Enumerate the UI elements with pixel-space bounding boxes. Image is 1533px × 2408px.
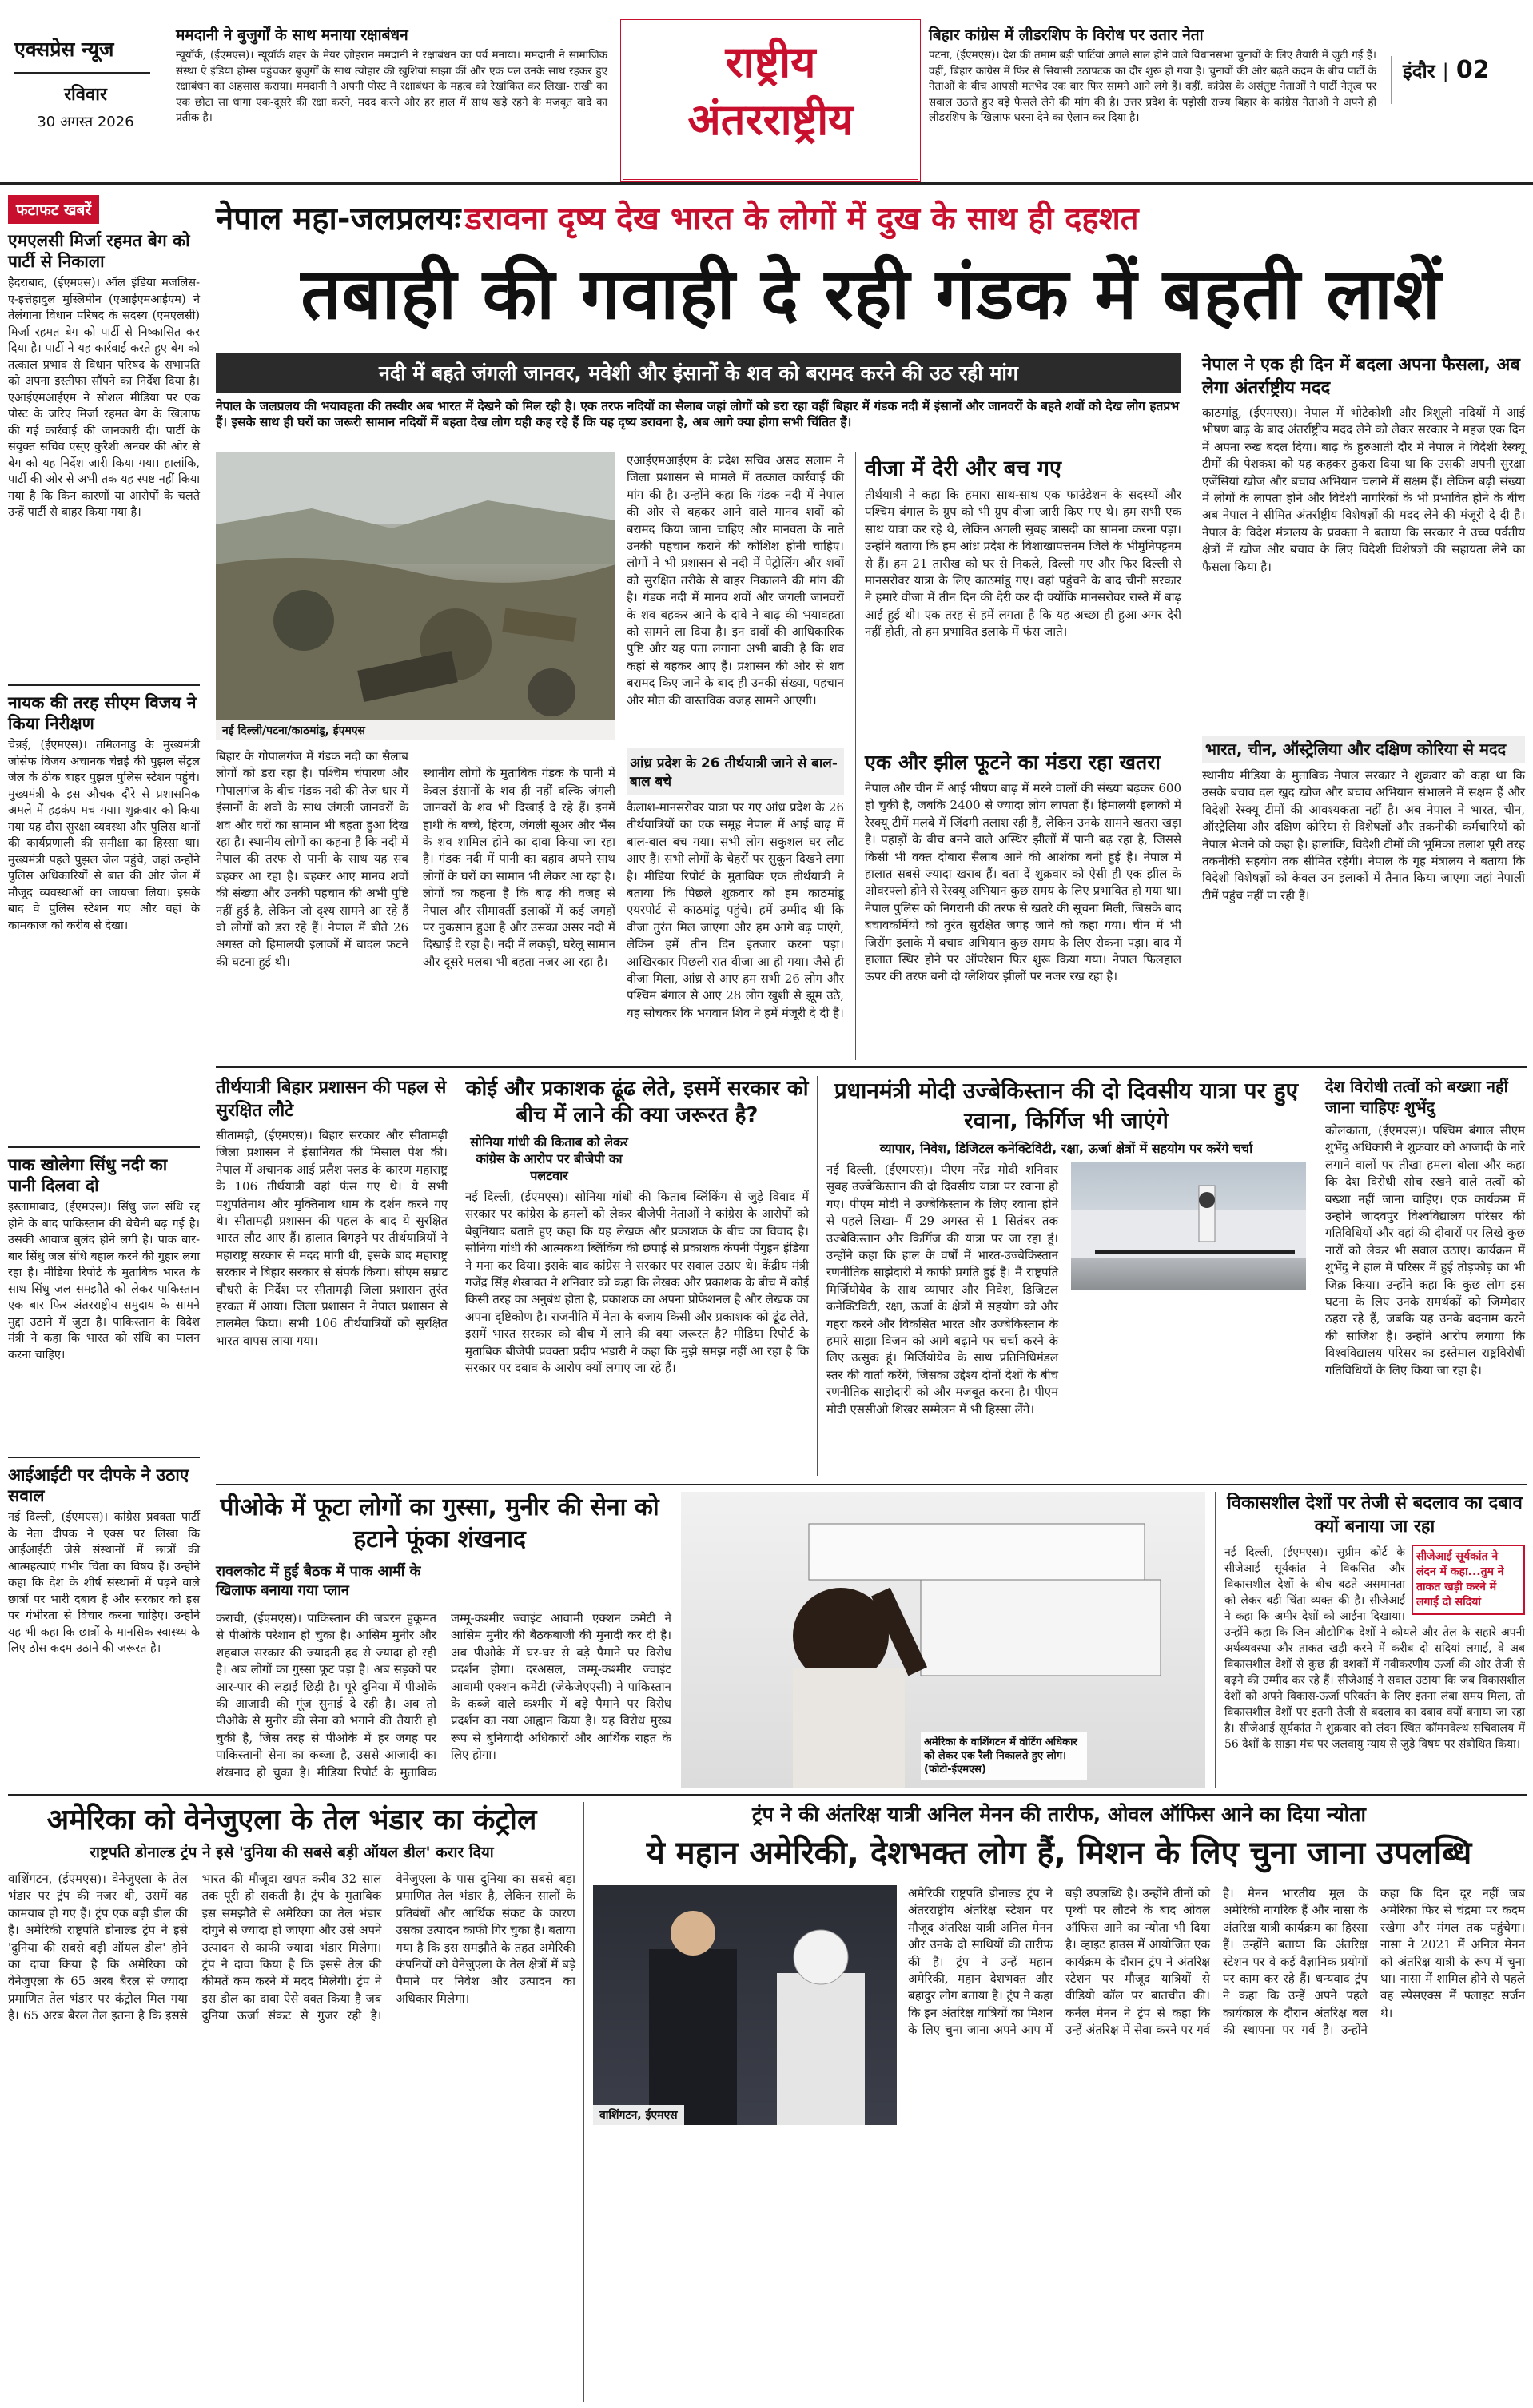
lead-intro-box [216, 398, 1181, 446]
left-rail-story-4 [8, 1465, 204, 1784]
lead-sub3-body: तीर्थयात्री ने कहा कि हमारा साथ-साथ एक फाउंडेशन के सदस्यों और पश्चिम बंगाल के ग्रुप को भी ग्रुप वीजा जारी किए गए थे। हम सभी एक साथ यात्रा कर रहे थे, लेकिन अगली सुबह त्रासदी का सामना करना पड़ा। उन्होंने बताया कि हम आंध्र प्रदेश के विशाखापत्तनम जिले के भीमुनिपट्टनम से हैं। हम 21 तारीख को घर से निकले, दिल्ली गए और फिर दिल्ली से मानसरोवर यात्रा के लिए काठमांडू गए। वहां पहुंचने के बाद चीनी सरकार ने हमारे वीजा में तीन दिन की देरी कर दी क्योंकि मानसरोवर रास्ते में बाढ़ आई हुई थी। एक तरह से हमें लगता है कि यह अच्छा ही हुआ अगर देरी नहीं होती, तो हम प्रभावित इलाके में फंस जाते। [865, 488, 1185, 640]
row4-story-1-body: वाशिंगटन, (ईएमएस)। वेनेजुएला के तेल भंडार पर ट्रंप की नजर थी, उसमें वह कामयाब हो गए हैं। ट्रंप एक बड़ी डील की है। अमेरिकी राष्ट्रपति डोनाल्ड ट्रंप ने इसे 'दुनिया की सबसे बड़ी ऑयल डील' होने का दावा किया है कि अमेरिका को वेनेजुएला के 65 अरब बैरल से ज्यादा प्रमाणित तेल भंडार पर कंट्रोल मिल गया है। 65 अरब बैरल तेल इतना है कि इससे भारत की मौजूदा खपत करीब 32 साल तक पूरी हो सकती है। ट्रंप के मुताबिक इस समझौते से अमेरिका का तेल भंडार दोगुने से ज्यादा हो जाएगा और उसे अपने उत्पादन से काफी ज्यादा भंडार मिलेगा। ट्रंप ने दावा किया है कि इससे तेल की कीमतें कम करने में मदद मिलेगी। ट्रंप ने इस डील का दावा ऐसे वक्त किया है जब दुनिया ऊर्जा संकट से गुजर रही है। वेनेजुएला के पास दुनिया का सबसे बड़ा प्रमाणित तेल भंडार है, लेकिन सालों के प्रतिबंधों और आर्थिक संकट के कारण उसका उत्पादन काफी गिर चुका है। बताया गया है कि इस समझौते के तहत अमेरिकी कंपनियों को वेनेजुएला के तेल क्षेत्रों में बड़े पैमाने पर निवेश और उत्पादन का अधिकार मिलेगा। [8, 1872, 579, 2023]
row3-story-2-pullquote: सीजेआई सूर्यकांत ने लंदन में कहा...तुम ने ताकत खड़ी करने में लगाईं दो सदियां [1412, 1545, 1525, 1615]
lead-body-b-part: एआईएमआईएम के प्रदेश सचिव असद सलाम ने जिला प्रशासन से मामले में तत्काल कार्रवाई की मांग की है। उन्होंने कहा कि गंडक नदी में नेपाल की ओर से बहकर आने वाले मानव शवों को बरामद किया जाना चाहिए और मानवता के नाते उनकी पहचान कराने की कोशिश होनी चाहिए। लोगों ने भी प्रशासन से नदी में पेट्रोलिंग और शवों को सुरक्षित तरीके से बाहर निकालने की मांग की है। गंडक नदी में मानव शवों और जंगली जानवरों के शव बहकर आने के दावे ने बाढ़ की भयावहता को सामने ला दिया है। इन दावों की आधिकारिक पुष्टि और यह पता लगाना अभी बाकी है कि शव कहां से बहकर आए हैं। प्रशासन की ओर से शव बरामद किए जाने के बाद ही उनकी संख्या, पहचान और मौत की वास्तविक वजह सामने आएगी। [627, 453, 848, 708]
top-left-story [176, 24, 611, 176]
masthead-left-box [14, 30, 157, 158]
row3-story-1 [216, 1492, 1205, 1788]
row2-story-3-body: नई दिल्ली, (ईएमएस)। पीएम नरेंद्र मोदी शनिवार सुबह उज्बेकिस्तान की दो दिवसीय यात्रा पर रवाना हो गए। पीएम मोदी ने उज्बेकिस्तान के लिए रवाना होने से पहले लिखा- मैं 29 अगस्त से 1 सितंबर तक उज्बेकिस्तान और किर्गिज की यात्रा पर जा रहा हूं। उन्होंने कहा कि हाल के वर्षों में भारत-उज्बेकिस्तान रणनीतिक साझेदारी में काफी प्रगति हुई है। मैं राष्ट्रपति मिर्जियोयेव के साथ व्यापार और निवेश, डिजिटल कनेक्टिविटी, रक्षा, ऊर्जा के क्षेत्रों में सहयोग को और गहरा करने और विकसित भारत और उज्बेकिस्तान के हमारे साझा विजन को आगे बढ़ाने पर चर्चा करने के लिए उत्सुक हूं। मिर्जियोयेव के साथ प्रतिनिधिमंडल स्तर की वार्ता करेंगे, जिसका उद्देश्य दोनों देशों के बीच रणनीतिक साझेदारी को और मजबूत करना है। पीएम मोदी एससीओ शिखर सम्मेलन में भी हिस्सा लेंगे। [826, 1162, 1062, 1417]
row4-rule [8, 1794, 1527, 1796]
left-rail-story-3-body: इस्लामाबाद, (ईएमएस)। सिंधु जल संधि रद्द होने के बाद पाकिस्तान की बेचैनी बढ़ गई है। उसकी आवाज बुलंद होने लगी है। पाक बार-बार सिंधु जल संधि बहाल करने की गुहार लगा रहा है। मीडिया रिपोर्ट के मुताबिक भारत के साथ सिंधु जल समझौते को लेकर पाकिस्तान एक बार फिर अंतरराष्ट्रीय समुदाय के सामने मुद्दा उठाने में जुटा है। पाकिस्तान के विदेश मंत्री ने कहा कि भारत को संधि का पालन करना चाहिए। [8, 1201, 204, 1361]
row3-divider [1215, 1492, 1216, 1788]
lead-headline-box [216, 249, 1527, 345]
left-rail-story-1-body: हैदराबाद, (ईएमएस)। ऑल इंडिया मजलिस-ए-इत्तेहादुल मुस्लिमीन (एआईएमआईएम) ने तेलंगाना विधान परिषद के सदस्य (एमएलसी) मिर्जा रहमत बेग को पार्टी से निष्कासित कर दिया है। पार्टी ने यह कार्रवाई करते हुए बेग को तत्काल प्रभाव से विधान परिषद के सभापति को अपना इस्तीफा सौंपने का निर्देश दिया है। एआईएमआईएम ने सोशल मीडिया पर एक पोस्ट के जरिए मिर्जा रहमत बेग के खिलाफ की गई कार्रवाई की जानकारी दी। पार्टी के संयुक्त सचिव एस्ए कुरैशी अनवर की ओर से बेग को यह निर्देश जारी किया गया। हालांकि, पार्टी की ओर से अभी तक यह स्पष्ट नहीं किया गया है कि किन कारणों या आरोपों के चलते उन्हें पार्टी से बाहर किया गया है। [8, 277, 204, 519]
row3-rule [216, 1484, 1527, 1485]
lead-sub2-body: कैलाश-मानसरोवर यात्रा पर गए आंध्र प्रदेश के 26 तीर्थयात्रियों का एक समूह नेपाल में आई बाढ़ में बाल-बाल बच गया। सभी लोग सकुशल घर लौट आए हैं। सभी लोगों के चेहरों पर सुकून दिखने लगा है। मीडिया रिपोर्ट के मुताबिक एक तीर्थयात्री ने बताया कि पिछले शुक्रवार को हम काठमांडू एयरपोर्ट से काठमांडू पहुंचे। हमें उम्मीद थी कि वीजा तुरंत मिल जाएगा और हम आगे बढ़ पाएंगे, लेकिन हमें तीन दिन इंतजार करना पड़ा। आखिरकार पिछली रात वीजा आ ही गया। जैसे ही वीजा मिला, आंध्र से आए हम सभी 26 लोग और पश्चिम बंगाल से आए 28 लोग खुशी से झूम उठे, यह सोचकर कि भगवान शिव ने हमें मंजूरी दे दी है। [627, 800, 848, 1020]
row2-rule [216, 1066, 1527, 1068]
lead-sub3-headline: वीजा में देरी और बच गए [865, 456, 1061, 481]
left-rail-story-3 [8, 1154, 204, 1450]
row2-story-2-strap: सोनिया गांधी की किताब को लेकर कांग्रेस के आरोप पर बीजेपी का पलटवार [470, 1134, 628, 1183]
lead-body-a: बिहार के गोपालगंज में गंडक नदी का सैलाब लोगों को डरा रहा है। पश्चिम चंपारण और गोपालगंज के बीच गंडक नदी की तेज धार में इंसानों के शवों के साथ जंगली जानवरों के शव और घरों का सामान भी बहता हुआ दिख रहा है। स्थानीय लोगों का कहना है कि नदी में नेपाल की तरफ से पानी के साथ यह सब बहकर आ रहा है। बहकर आए मानव शवों की संख्या और उनकी पहचान की अभी पुष्टि नहीं हुई है, लेकिन जो दृश्य सामने आ रहे हैं वो लोगों को डरा रहे हैं। नेपाल में बीते 26 अगस्त को हिमालयी इलाकों में बादल फटने की घटना हुई थी। स्थानीय लोगों के मुताबिक गंडक के पानी में केवल इंसानों के शव ही नहीं बल्कि जंगली जानवरों के शव भी दिखाई दे रहे हैं। इनमें हाथी के बच्चे, हिरण, जंगली सूअर और भैंस के शव शामिल होने का दावा किया जा रहा है। गंडक नदी में पानी का बहाव अपने साथ लोगों के घरों का सामान भी लेकर आ रहा है। लोगों का कहना है कि बाढ़ की वजह से नेपाल और सीमावर्ती इलाकों में कई जगहों पर नुकसान हुआ है और उसका असर नदी में दिखाई दे रहा है। नदी में लकड़ी, घरेलू सामान और दूसरे मलबा भी बहता नजर आ रहा है। [216, 749, 616, 969]
row2-story-1-body: सीतामढ़ी, (ईएमएस)। बिहार सरकार और सीतामढ़ी जिला प्रशासन ने इंसानियत की मिसाल पेश की। नेपाल में अचानक आई प्रलैश फ्लड के कारण महाराष्ट्र के 106 तीर्थयात्री वहां फंस गए थे। ये सभी पशुपतिनाथ और मुक्तिनाथ धाम के दर्शन करने गए थे। सीतामढ़ी प्रशासन की पहल के बाद ये सुरक्षित भारत लौट आए हैं। हालात बिगड़ने पर तीर्थयात्रियों ने महाराष्ट्र सरकार से मदद मांगी थी, इसके बाद महाराष्ट्र सरकार ने बिहार सरकार से संपर्क किया। सीएम सम्राट चौधरी के निर्देश पर सीतामढ़ी जिला प्रशासन तुरंत हरकत में आया। जिला प्रशासन ने नेपाल प्रशासन से तालमेल किया। सभी 106 तीर्थयात्रियों को सुरक्षित भारत वापस लाया गया। [216, 1128, 452, 1348]
right-col-body: काठमांडू, (ईएमएस)। नेपाल में भोटेकोशी और त्रिशूली नदियों में आई भीषण बाढ़ के बाद अंतर्राष्ट्रीय मदद लेने को लेकर सरकार ने महज एक दिन में अपना रुख बदल दिया। बाढ़ के हुरुआती दौर में नेपाल ने विदेशी रेस्क्यू टीमों की पेशकश को यह कहकर ठुकरा दिया था कि उसकी अपनी सुरक्षा एजेंसियां खोज और बचाव अभियान चलाने में सक्षम हैं। लेकिन बढ़ी संख्या में लोगों के लापता होने और विदेशी नागरिकों के भी प्रभावित होने के बीच अब नेपाल ने सीमित अंतर्राष्ट्रीय विशेषज्ञों की मदद लेने की मंजूरी दे दी है। नेपाल के विदेश मंत्रालय के प्रवक्ता ने बताया कि सरकार ने उच्च पर्वतीय क्षेत्रों में खोज और बचाव के लिए विदेशी विशेषज्ञों की सहायता लेने का फैसला किया है। [1202, 405, 1529, 574]
top-left-headline: ममदानी ने बुजुर्गों के साथ मनाया रक्षाबंधन [176, 26, 408, 44]
row2-story-2-headline: कोई और प्रकाशक ढूंढ लेते, इसमें सरकार को बीच में लाने की क्या जरूरत है? [465, 1077, 809, 1127]
page-number: 02 [1455, 56, 1490, 84]
left-rail-story-2-body: चेन्नई, (ईएमएस)। तमिलनाडु के मुख्यमंत्री जोसेफ विजय अचानक चेन्नई की पुझल सेंट्रल जेल के ठीक बाहर पुझल पुलिस स्टेशन पहुंचे। मुख्यमंत्री के इस औचक दौरे से प्रशासनिक अमले में हड़कंप मच गया। शुक्रवार को किया गया यह दौरा सुरक्षा व्यवस्था और पुलिस थानों की कार्यप्रणाली की समीक्षा का हिस्सा था। मुख्यमंत्री पहले पुझल जेल पहुंचे, जहां उन्होंने पुलिस अधिकारियों से बात की और जेल में मौजूद व्यवस्थाओं का जायजा लिया। इसके बाद वे पुलिस स्टेशन गए और वहां के कामकाज को करीब से देखा। [8, 739, 204, 932]
row2-story-3 [826, 1076, 1306, 1476]
top-right-story [929, 24, 1380, 176]
paper-name: एक्सप्रेस न्यूज [14, 38, 114, 61]
row2-story-1 [216, 1076, 452, 1476]
left-rail [8, 195, 204, 1778]
right-col-sub [1202, 736, 1529, 1060]
section-title-line1: राष्ट्रीय [725, 37, 816, 87]
lead-sub2-headline: आंध्र प्रदेश के 26 तीर्थयात्री जाने से बाल-बाल बचे [627, 748, 844, 795]
masthead-date: 30 अगस्त 2026 [37, 114, 134, 130]
astronaut-photo [593, 1885, 897, 2125]
row3-story-1-body: कराची, (ईएमएस)। पाकिस्तान की जबरन हुकूमत से पीओके परेशान हो चुका है। आसिम मुनीर और शहबाज सरकार की ज्यादती हद से ज्यादा हो रही है। अब लोगों का गुस्सा फूट पड़ा है। अब सड़कों पर आर-पार की लड़ाई छिड़ी है। पूरे दुनिया में पीओके की आजादी की गूंज सुनाई दे रही है। अब तो पीओके से मुनीर की सेना को भगाने की तैयारी हो चुकी है, जिस तरह से पीओके में हर जगह पर पाकिस्तानी सेना का कब्जा है, उससे आजादी का शंखनाद हो चुका है। मीडिया रिपोर्ट के मुताबिक जम्मू-कश्मीर ज्वाइंट आवामी एक्शन कमेटी ने आसिम मुनीर की बैठकबाजी की मुनादी कर दी है। अब पीओके में घर-घर से बड़े पैमाने पर विरोध प्रदर्शन होगा। दरअसल, जम्मू-कश्मीर ज्वाइंट आवामी एक्शन कमेटी (जेकेजेएएसी) ने पाकिस्तान के कब्जे वाले कश्मीर में बड़े पैमाने पर विरोध प्रदर्शन का नया आह्वान किया है। यह विरोध मुख्य रूप से बुनियादी अधिकारों और आर्थिक राहत के लिए होगा। [216, 1611, 675, 1780]
lead-headline: तबाही की गवाही दे रही गंडक में बहती लाशें [301, 253, 1442, 335]
rally-photo [681, 1492, 1205, 1788]
city-name: इंदौर [1403, 60, 1435, 82]
row4-story-2-body: अमेरिकी राष्ट्रपति डोनाल्ड ट्रंप ने अंतरराष्ट्रीय अंतरिक्ष स्टेशन पर मौजूद अंतरिक्ष यात्री अनिल मेनन और उनके दो साथियों की तारीफ की है। ट्रंप ने उन्हें महान अमेरिकी, महान देशभक्त और बहादुर लोग बताया है। ट्रंप ने कहा कि इन अंतरिक्ष यात्रियों का मिशन के लिए चुना जाना अपने आप में बड़ी उपलब्धि है। उन्होंने तीनों को पृथ्वी पर लौटने के बाद ओवल ऑफिस आने का न्योता भी दिया है। व्हाइट हाउस में आयोजित एक कार्यक्रम के दौरान ट्रंप ने अंतरिक्ष स्टेशन पर मौजूद यात्रियों से वीडियो कॉल पर बातचीत की। कर्नल मेनन ने ट्रंप से कहा कि उन्हें अंतरिक्ष में सेवा करने पर गर्व है। मेनन भारतीय मूल के अमेरिकी नागरिक हैं और नासा के अंतरिक्ष यात्री कार्यक्रम का हिस्सा हैं। उन्होंने बताया कि अंतरिक्ष स्टेशन पर वे कई वैज्ञानिक प्रयोगों पर काम कर रहे हैं। धन्यवाद ट्रंप ने कहा कि उन्हें अपने पहले कार्यकाल के दौरान अंतरिक्ष बल की स्थापना पर गर्व है। उन्होंने कहा कि दिन दूर नहीं जब अमेरिका फिर से चंद्रमा पर कदम रखेगा और मंगल तक पहुंचेगा। नासा ने 2021 में अनिल मेनन को अंतरिक्ष यात्री के रूप में चुना था। नासा में शामिल होने से पहले वह स्पेसएक्स में फ्लाइट सर्जन थे। [908, 1886, 1529, 2038]
top-left-body: न्यूयॉर्क, (ईएमएस)। न्यूयॉर्क शहर के मेयर ज़ोहरान ममदानी ने रक्षाबंधन का पर्व मनाया। ममदानी ने सामाजिक संस्था ऐ इंडिया होम्स पहुंचकर बुजुर्गों के साथ त्योहार की खुशियां साझा कीं और एक पल उनके साथ रहकर हुए रक्षाबंधन का अहसास कराया। ममदानी ने अपनी पोस्ट में रक्षाबंधन के महत्व को रेखांकित कर लिखा- राखी का एक छोटा सा धागा एक-दूसरे की रक्षा करने, मदद करने और हर हाल में साथ खड़े रहने के मजबूत वादे का प्रतीक है। [176, 49, 611, 124]
row4-story-2 [593, 1802, 1529, 2402]
top-right-headline: बिहार कांग्रेस में लीडरशिप के विरोध पर उतार नेता [929, 26, 1204, 44]
lead-photo-flood [216, 452, 615, 740]
row4-story-1 [8, 1802, 579, 2402]
left-rail-story-2-headline: नायक की तरह सीएम विजय ने किया निरीक्षण [8, 693, 197, 733]
row2-story-1-headline: तीर्थयात्री बिहार प्रशासन की पहल से सुरक्षित लौटे [216, 1078, 447, 1121]
masthead-divider [0, 182, 1533, 185]
rally-photo-caption: अमेरिका के वाशिंगटन में वोटिंग अधिकार को लेकर एक रैली निकालते हुए लोग। (फोटो-ईएमएस) [921, 1732, 1087, 1780]
lead-sub4-headline: एक और झील फूटने का मंडरा रहा खतरा [865, 751, 1161, 774]
lead-col-divider [855, 452, 856, 1060]
lead-strap-bar [216, 353, 1181, 393]
row3-story-2-headline: विकासशील देशों पर तेजी से बदलाव का दबाव क्यों बनाया जा रहा [1227, 1493, 1523, 1537]
lead-kicker [216, 195, 1527, 245]
row2-story-3-content [826, 1162, 1306, 1473]
row2-story-4-body: कोलकाता, (ईएमएस)। पश्चिम बंगाल सीएम शुभेंदु अधिकारी ने शुक्रवार को आजादी के नारे लगाने वालों पर तीखा हमला बोला और कहा कि देश विरोधी सोच रखने वाले तत्वों को बख्शा नहीं जाना चाहिए। एक कार्यक्रम में उन्होंने जादवपुर विश्वविद्यालय परिसर की गतिविधियों और वहां की दीवारों पर लिखे कुछ नारों को लेकर भी सवाल उठाए। कार्यक्रम में शुभेंदु ने हाल में परिसर में हुई तोड़फोड़ का भी जिक्र किया। उन्होंने कहा कि कुछ लोग इस घटना के लिए उनके समर्थकों को जिम्मेदार ठहरा रहे हैं, जबकि यह उनके बदनाम करने की साजिश है। उन्होंने आरोप लगाया कि विश्वविद्यालय परिसर का इस्तेमाल राष्ट्रविरोधी गतिविधियों के लिए किया जा रहा है। [1325, 1123, 1529, 1377]
row2-story-2 [465, 1076, 813, 1476]
left-rail-story-1 [8, 230, 204, 678]
section-title-line2: अंतरराष्ट्रीय [687, 94, 854, 145]
top-right-body: पटना, (ईएमएस)। देश की तमाम बड़ी पार्टियां अगले साल होने वाले विधानसभा चुनावों के लिए तैयारी में जुटी गई हैं। वहीं, बिहार कांग्रेस में फिर से सियासी उठापटक का दौर शुरू हो गया है। चुनावों की ओर बढ़ते कदम के बीच पार्टी के नेताओं के बीच आपसी मतभेद एक बार फिर सामने आने लगे हैं। वहीं, कांग्रेस के असंतुष्ट नेताओं ने पार्टी नेतृत्व पर सवाल उठाते हुए बड़े फैसले लेने की मांग की है। उत्तर प्रदेश के पड़ोसी राज्य बिहार के कांग्रेस नेताओं ने अपने ही लीडरशिप के खिलाफ धरना देने का ऐलान कर दिया है। [929, 49, 1380, 124]
left-rail-story-2 [8, 692, 204, 1140]
right-col-sub-body: स्थानीय मीडिया के मुताबिक नेपाल सरकार ने शुक्रवार को कहा था कि उसके बचाव दल खुद खोज और बचाव अभियान संभालने में सक्षम हैं और विदेशी रेस्क्यू टीमों की आवश्यकता नहीं है। अब नेपाल ने भारत, चीन, ऑस्ट्रेलिया और दक्षिण कोरिया से विशेषज्ञों और तकनीकी कर्मचारियों को नेपाल भेजने को कहा है। हालांकि, विदेशी टीमों की भूमिका तलाश पूरी तरह तकनीकी सहयोग तक सीमित रहेगी। नेपाल के गृह मंत्रालय ने बताया कि विदेशी विशेषज्ञों को केवल उन इलाकों में तैनात किया जाएगा जहां नेपाली टीमें पहुंच नहीं पा रही हैं। [1202, 768, 1529, 903]
masthead-day: रविवार [64, 85, 107, 105]
aircraft-illustration [1071, 1162, 1306, 1290]
lead-strap: नदी में बहते जंगली जानवर, मवेशी और इंसानों के शव को बरामद करने की उठ रही मांग [379, 361, 1018, 385]
row3-story-1-headline: पीओके में फूटा लोगों का गुस्सा, मुनीर की सेना को हटाने फूंका शंखनाद [220, 1493, 659, 1553]
left-rail-story-1-headline: एमएलसी मिर्जा रहमत बेग को पार्टी से निकाला [8, 231, 190, 271]
lead-kicker-red: डरावना दृष्य देख भारत के लोगों में दुख के साथ ही दहशत [464, 201, 1139, 237]
lead-sub4 [865, 748, 1185, 1060]
modi-departure-photo [1071, 1162, 1306, 1290]
lead-sub4-body: नेपाल और चीन में आई भीषण बाढ़ में मरने वालों की संख्या बढ़कर 600 हो चुकी है, जबकि 2400 से ज्यादा लोग लापता हैं। हिमालयी इलाकों में रेस्क्यू टीमें मलबे में जिंदगी तलाश रही हैं, लेकिन उनके सामने खतरा खड़ा है। पहाड़ों के बीच बनने वाले अस्थिर झीलों में पानी बढ़ रहा है, जिससे किसी भी वक्त दोबारा सैलाब आने की आशंका बनी हुई है। नेपाल में हालात सबसे ज्यादा खराब हैं। बता दें शुक्रवार को ऐसी ही एक झील के ओवरफ्लो होने से रेस्क्यू अभियान कुछ समय के लिए प्रभावित हो गया था। नेपाल पुलिस को निगरानी की तरफ से खतरे की सूचना मिली, जिसके बाद बचावकर्मियों को तुरंत सुरक्षित जगह जाने को कहा गया। चीन में भी जिरोंग इलाके में बचाव अभियान कुछ समय के लिए रोकना पड़ा। बाद में हालात स्थिर होने पर ऑपरेशन फिर शुरू किया गया। नेपाल फिलहाल ऊपर की तरफ बनी दो ग्लेशियर झीलों पर नजर रख रहा है। [865, 781, 1185, 984]
flood-scene-illustration [216, 452, 615, 740]
lead-sub2 [627, 748, 848, 1060]
row4-story-1-headline: अमेरिका को वेनेजुएला के तेल भंडार का कंट्रोल [46, 1804, 537, 1836]
left-rail-story-4-headline: आईआईटी पर दीपके ने उठाए सवाल [8, 1465, 189, 1505]
lead-intro: नेपाल के जलप्रलय की भयावहता की तस्वीर अब भारत में देखने को मिल रही है। एक तरफ नदियों का सैलाब जहां लोगों को डरा रहा वहीं बिहार में गंडक नदी में इंसानों और जानवरों के बहते शवों को देख लोग हतप्रभ हैं। इसके साथ ही घरों का जरूरी सामान नदियों में बहता देख लोग यही कह रहे हैं कि यह दृष्य डरावना है, अब आगे क्या होगा सभी चिंतित हैं। [216, 399, 1180, 429]
row2-story-4-headline: देश विरोधी तत्वों को बख्शा नहीं जाना चाहिएः शुभेंदु [1325, 1077, 1508, 1117]
row4-story-1-strap: राष्ट्रपति डोनाल्ड ट्रंप ने इसे 'दुनिया की सबसे बड़ी ऑयल डील' करार दिया [90, 1844, 494, 1861]
row4-story-2-kicker: ट्रंप ने की अंतरिक्ष यात्री अनिल मेनन की तारीफ, ओवल ऑफिस आने का दिया न्योता [752, 1803, 1366, 1826]
row2-story-2-body: नई दिल्ली, (ईएमएस)। सोनिया गांधी की किताब ब्लिंकिंग से जुड़े विवाद में सरकार पर कांग्रेस के हमलों को लेकर बीजेपी नेताओं ने कांग्रेस के आरोपों को बेबुनियाद बताते हुए कहा कि यह लेखक और प्रकाशक के बीच का विवाद है। सोनिया गांधी की आत्मकथा ब्लिंकिंग की छपाई से प्रकाशक कंपनी पेंगुइन इंडिया ने मना कर दिया। इसके बाद कांग्रेस ने सरकार पर सवाल उठाए थे। केंद्रीय मंत्री गजेंद्र सिंह शेखावत ने शनिवार को कहा कि लेखक और प्रकाशक के बीच में कोई किसी तरह का अनुबंध होता है, प्रकाशक का अपना प्रोफेशनल है और लेखक का अपना दृष्टिकोण है। राजनीति में नेता के बजाय किसी और प्रकाशक को ढूंढ लेते, इसमें भारत सरकार को बीच में लाने की क्या जरूरत है? मीडिया रिपोर्ट के मुताबिक बीजेपी प्रवक्ता प्रदीप भंडारी ने कहा कि मुझे समझ नहीं आ रहा है कि सरकार पर दबाव के आरोप क्यों लगाए जा रहे हैं। [465, 1190, 813, 1376]
astronaut-illustration [593, 1885, 897, 2125]
row4-story-2-headline: ये महान अमेरिकी, देशभक्त लोग हैं, मिशन के लिए चुना जाना उपलब्धि [646, 1835, 1472, 1872]
row4-divider [583, 1802, 584, 2402]
row3-story-2-body: नई दिल्ली, (ईएमएस)। सुप्रीम कोर्ट के सीजेआई सूर्यकांत ने विकसित और विकासशील देशों के बीच बढ़ते असमानता को लेकर बड़ी चिंता व्यक्त की है। सीजेआई ने कहा कि अमीर देशों को आईना दिखाया। उन्होंने कहा कि जिन औद्योगिक देशों ने कोयले और तेल के सहारे अपनी अर्थव्यवस्था और ताकत खड़ी करने में करीब दो सदियां लगाईं, वे अब विकासशील देशों से कुछ ही दशकों में नवीकरणीय ऊर्जा की ओर तेजी से बढ़ने की उम्मीद कर रहे हैं। सीजेआई ने सवाल उठाया कि जब विकासशील देशों को अपने विकास-ऊर्जा परिवर्तन के लिए इतना लंबा समय मिला, तो विकासशील देशों पर इतनी तेजी से बदलाव का दबाव क्यों बनाया जा रहा है। सीजेआई सूर्यकांत ने शुक्रवार को लंदन स्थित कॉमनवेल्थ सचिवालय में 56 देशों के साझा मंच पर जलवायु न्याय से जुड़े विषय पर संबोधित किया। [1224, 1546, 1529, 1751]
masthead-rule [14, 72, 150, 74]
row2-divider-2 [817, 1076, 818, 1476]
lead-kicker-black: नेपाल महा-जलप्रलयः [216, 201, 461, 237]
page-number-box: इंदौर | 02 [1391, 56, 1519, 104]
left-rail-label: फटाफट खबरें [8, 195, 99, 224]
right-col-headline: नेपाल ने एक ही दिन में बदला अपना फैसला, अब लेगा अंतर्राष्ट्रीय मदद [1202, 355, 1520, 398]
row3-story-1-strap: रावलकोट में हुई बैठक में पाक आर्मी के खिलाफ बनाया गया प्लान [216, 1563, 421, 1599]
right-col-sub-headline: भारत, चीन, ऑस्ट्रेलिया और दक्षिण कोरिया से मदद [1202, 736, 1525, 763]
row3-story-2 [1224, 1492, 1529, 1788]
row2-story-3-headline: प्रधानमंत्री मोदी उज्बेकिस्तान की दो दिवसीय यात्रा पर हुए रवाना, किर्गिज भी जाएंगे [834, 1078, 1299, 1134]
row2-story-4 [1325, 1076, 1529, 1476]
row2-story-3-strap: व्यापार, निवेश, डिजिटल कनेक्टिविटी, रक्षा, ऊर्जा क्षेत्रों में सहयोग पर करेंगे चर्चा [879, 1141, 1253, 1156]
right-col-story [1202, 353, 1529, 729]
lead-sub3 [865, 452, 1185, 740]
left-rail-story-4-body: नई दिल्ली, (ईएमएस)। कांग्रेस प्रवक्ता पार्टी के नेता दीपक ने एक्स पर लिखा कि आईआईटी जैसे संस्थानों में छात्रों की आत्महत्याएं गंभीर चिंता का विषय हैं। उन्होंने कहा कि देश के शीर्ष संस्थानों में पढ़ने वाले छात्रों पर भारी दबाव है और सरकार को इस पर गंभीरता से विचार करना चाहिए। उन्होंने यह भी कहा कि छात्रों के मानसिक स्वास्थ्य के लिए ठोस कदम उठाने की जरूरत है। [8, 1511, 204, 1655]
section-title-box [620, 19, 921, 182]
astronaut-photo-caption: वाशिंगटन, ईएमएस [593, 2105, 684, 2125]
left-rail-story-3-headline: पाक खोलेगा सिंधु नदी का पानी दिलवा दो [8, 1155, 168, 1195]
lead-photo-caption: नई दिल्ली/पटना/काठमांडू, ईएमएस [216, 720, 628, 740]
